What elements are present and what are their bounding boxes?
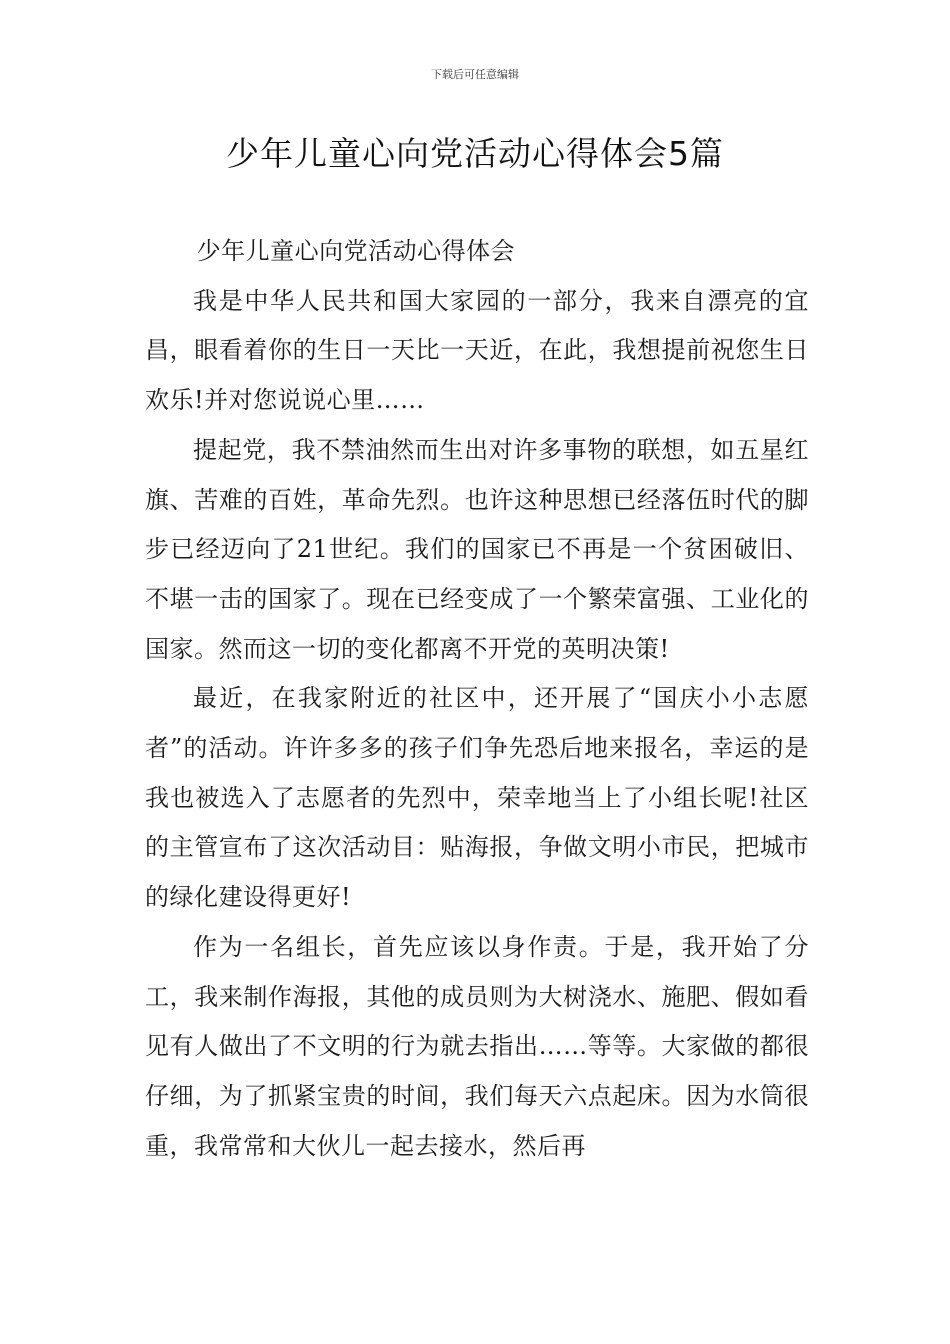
header-note: 下载后可任意编辑 (431, 68, 519, 81)
paragraph: 作为一名组长，首先应该以身作责。于是，我开始了分工，我来制作海报，其他的成员则为大树浇水、施肥、假如看见有人做出了不文明的行为就去指出……等等。大家做的都很仔细，为了抓紧宝贵的时间，我们每天六点起床。因为水筒很重，我常常和大伙儿一起去接水，然后再 (145, 932, 809, 1160)
paragraph: 最近，在我家附近的社区中，还开展了“国庆小小志愿者”的活动。许许多多的孩子们争先恐后地来报名，幸运的是我也被选入了志愿者的先烈中，荣幸地当上了小组长呢!社区的主管宣布了这次活动目：贴海报，争做文明小市民，把城市的绿化建设得更好! (145, 684, 809, 912)
document-title: 少年儿童心向党活动心得体会5篇 (226, 134, 724, 173)
paragraph: 我是中华人民共和国大家园的一部分，我来自漂亮的宜昌，眼看着你的生日一天比一天近，在此，我想提前祝您生日欢乐!并对您说说心里…… (145, 286, 809, 415)
paragraph: 提起党，我不禁油然而生出对许多事物的联想，如五星红旗、苦难的百姓，革命先烈。也许这种思想已经落伍时代的脚步已经迈向了21世纪。我们的国家已不再是一个贫困破旧、不堪一击的国家了。现在已经变成了一个繁荣富强、工业化的国家。然而这一切的变化都离不开党的英明决策! (145, 435, 809, 663)
section-subtitle: 少年儿童心向党活动心得体会 (196, 237, 516, 265)
document-body (145, 227, 809, 1171)
